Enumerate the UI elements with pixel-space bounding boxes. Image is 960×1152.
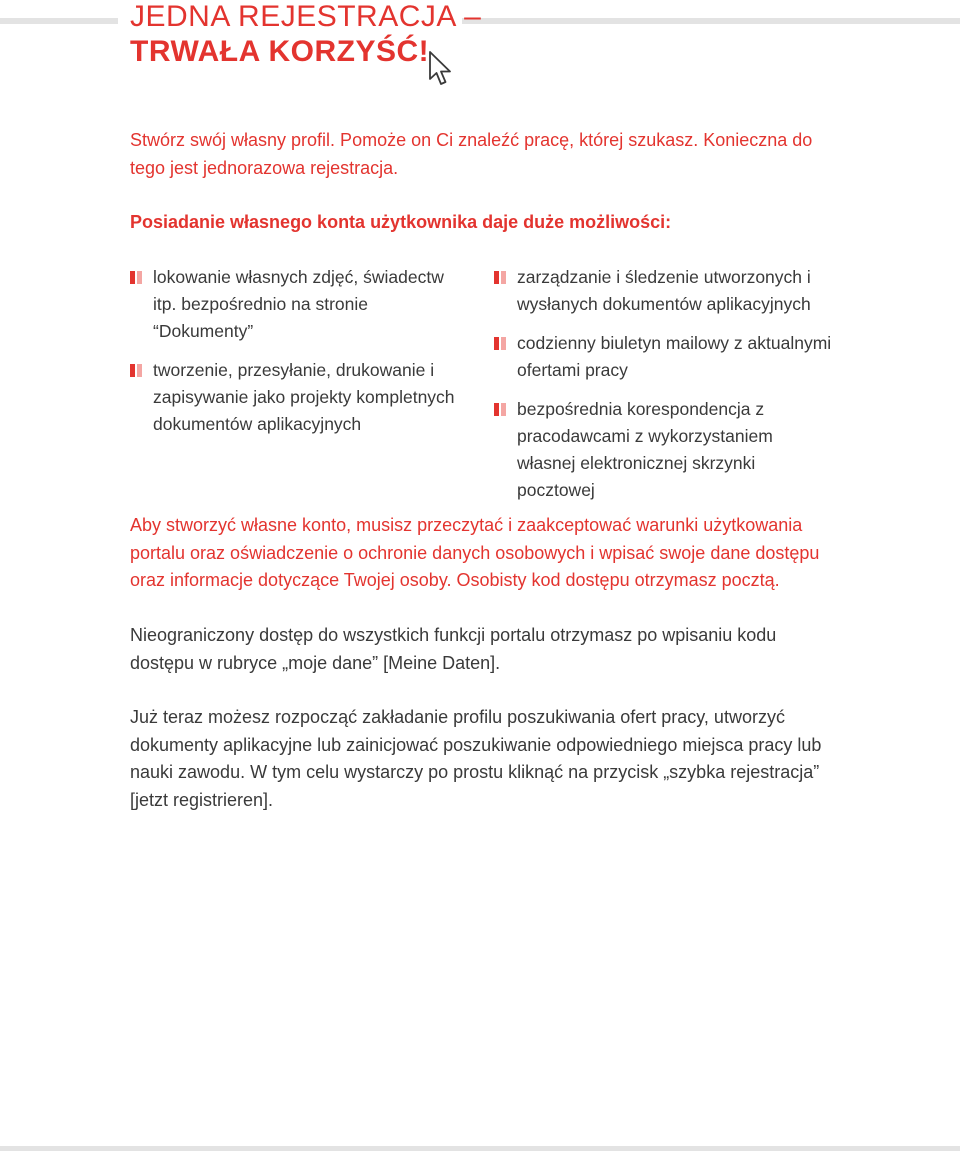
header-rule-right — [462, 18, 960, 24]
mouse-pointer-icon — [428, 50, 454, 88]
list-item — [494, 396, 834, 504]
title-line-2: TRWAŁA KORZYŚĆ! — [130, 35, 430, 68]
benefits-list-left — [130, 264, 460, 450]
list-item — [130, 264, 460, 345]
benefits-list-right — [494, 264, 834, 516]
double-bar-bullet-icon — [130, 271, 142, 284]
list-item-text: bezpośrednia korespondencja z pracodawcami z wykorzystaniem własnej elektronicznej skrzynki pocztowej — [517, 399, 773, 500]
start-paragraph: Już teraz możesz rozpocząć zakładanie profilu poszukiwania ofert pracy, utworzyć dokumenty aplikacyjne lub zainicjować poszukiwanie odpowiedniego miejsca pracy lub nauki zawodu. W tym celu wystarczy po prostu kliknąć na przycisk „szybka rejestracja” [jetzt registrieren]. — [130, 707, 822, 810]
access-paragraph: Nieograniczony dostęp do wszystkich funkcji portalu otrzymasz po wpisaniu kodu dostępu w rubryce „moje dane” [Meine Daten]. — [130, 625, 777, 673]
list-item — [494, 330, 834, 384]
list-item-text: zarządzanie i śledzenie utworzonych i wysłanych dokumentów aplikacyjnych — [517, 267, 811, 314]
header-rule-left — [0, 18, 118, 24]
list-item-text: lokowanie własnych zdjęć, świadectw itp. bezpośrednio na stronie “Dokumenty” — [153, 267, 444, 341]
double-bar-bullet-icon — [130, 364, 142, 377]
benefits-heading: Posiadanie własnego konta użytkownika daje duże możliwości: — [130, 212, 672, 232]
list-item — [494, 264, 834, 318]
double-bar-bullet-icon — [494, 337, 506, 350]
intro-text: Stwórz swój własny profil. Pomoże on Ci znaleźć pracę, której szukasz. Konieczna do tego jest jednorazowa rejestracja. — [130, 130, 813, 178]
list-item — [130, 357, 460, 438]
terms-paragraph: Aby stworzyć własne konto, musisz przeczytać i zaakceptować warunki użytkowania portalu oraz oświadczenie o ochronie danych osobowych i wpisać swoje dane dostępu oraz informacje dotyczące Twojej osoby. Osobisty kod dostępu otrzymasz pocztą. — [130, 515, 820, 590]
double-bar-bullet-icon — [494, 403, 506, 416]
title-line-1: JEDNA REJESTRACJA – — [130, 0, 482, 33]
footer-rule — [0, 1146, 960, 1151]
list-item-text: tworzenie, przesyłanie, drukowanie i zapisywanie jako projekty kompletnych dokumentów aplikacyjnych — [153, 360, 455, 434]
double-bar-bullet-icon — [494, 271, 506, 284]
list-item-text: codzienny biuletyn mailowy z aktualnymi ofertami pracy — [517, 333, 832, 380]
